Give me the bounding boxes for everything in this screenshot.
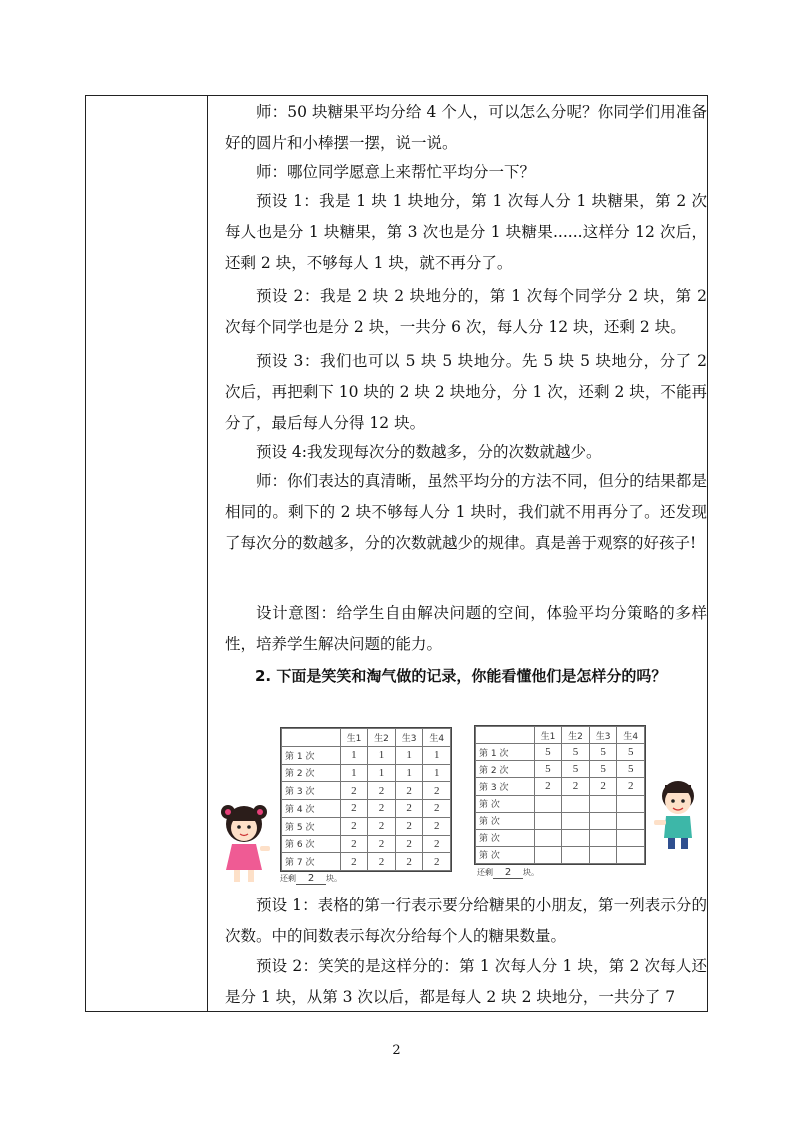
value-cell: 2 [340, 817, 368, 835]
right-remain-text [477, 867, 539, 879]
row-label-cell: 第 5 次 [282, 817, 341, 835]
value-cell: 2 [340, 782, 368, 800]
header-cell: 生2 [368, 729, 396, 747]
value-cell [534, 795, 562, 812]
value-cell: 2 [340, 835, 368, 853]
value-cell: 5 [534, 761, 562, 778]
value-cell: 2 [368, 817, 396, 835]
value-cell: 2 [395, 853, 423, 871]
value-cell: 2 [589, 778, 617, 795]
value-cell: 2 [534, 778, 562, 795]
header-cell: 生2 [562, 727, 590, 744]
table-row [282, 817, 451, 835]
value-cell: 2 [617, 778, 645, 795]
table-row [476, 846, 645, 863]
row-label-cell: 第 2 次 [282, 764, 341, 782]
header-cell: 生1 [340, 729, 368, 747]
value-cell: 2 [562, 778, 590, 795]
paragraph-5: 预设 3：我们也可以 5 块 5 块地分。先 5 块 5 块地分，分了 2 次后，再把剩下 10 块的 2 块 2 块地分，分 1 次，还剩 2 块，不能再分了，最后每人分得 12 块。 [225, 352, 707, 432]
header-cell [476, 727, 535, 744]
value-cell [562, 812, 590, 829]
header-cell: 生3 [589, 727, 617, 744]
value-cell [617, 846, 645, 863]
value-cell: 2 [423, 800, 451, 818]
value-cell [534, 812, 562, 829]
table-row [476, 761, 645, 778]
table-row [476, 778, 645, 795]
header-cell: 生3 [395, 729, 423, 747]
value-cell: 2 [368, 835, 396, 853]
left-column [86, 96, 208, 1011]
value-cell: 2 [368, 800, 396, 818]
table-row [282, 800, 451, 818]
section-heading: 2. 下面是笑笑和淘气做的记录，你能看懂他们是怎样分的吗？ [255, 667, 667, 685]
value-cell: 2 [395, 800, 423, 818]
row-label-cell: 第 次 [476, 846, 535, 863]
header-cell: 生4 [617, 727, 645, 744]
row-label-cell: 第 2 次 [476, 761, 535, 778]
table-row [476, 795, 645, 812]
row-label-cell: 第 3 次 [476, 778, 535, 795]
value-cell: 2 [423, 817, 451, 835]
table-row [476, 744, 645, 761]
value-cell: 1 [340, 764, 368, 782]
header-cell [282, 729, 341, 747]
right-remain-label: 还剩 [477, 868, 493, 877]
row-label-cell: 第 3 次 [282, 782, 341, 800]
value-cell: 2 [368, 782, 396, 800]
left-remain-value: 2 [296, 873, 326, 885]
value-cell: 2 [368, 853, 396, 871]
page-number: 2 [392, 1043, 401, 1058]
paragraph-6: 预设 4:我发现每次分的数越多，分的次数就越少。 [256, 443, 602, 461]
table-row [476, 829, 645, 846]
boy-illustration-icon [652, 776, 704, 851]
value-cell [562, 795, 590, 812]
value-cell: 2 [395, 835, 423, 853]
row-label-cell: 第 次 [476, 795, 535, 812]
value-cell: 1 [340, 746, 368, 764]
value-cell: 5 [589, 744, 617, 761]
table-row [476, 812, 645, 829]
right-remain-value: 2 [493, 867, 523, 879]
paragraph-7: 师：你们表达的真清晰，虽然平均分的方法不同，但分的结果都是相同的。剩下的 2 块不够每人分 1 块时，我们就不用再分了。还发现了每次分的数越多，分的次数就越少的规律。真是善于观察的好孩子! [225, 472, 707, 552]
value-cell [589, 829, 617, 846]
row-label-cell: 第 次 [476, 829, 535, 846]
row-label-cell: 第 1 次 [476, 744, 535, 761]
value-cell: 2 [340, 800, 368, 818]
value-cell: 2 [395, 817, 423, 835]
left-remain-text [280, 873, 342, 885]
right-remain-unit: 块。 [523, 868, 539, 877]
table-row [282, 835, 451, 853]
value-cell: 1 [423, 746, 451, 764]
table-row [282, 764, 451, 782]
value-cell: 2 [423, 853, 451, 871]
value-cell: 5 [534, 744, 562, 761]
taoqi-record-table [474, 725, 646, 865]
value-cell: 5 [562, 744, 590, 761]
paragraph-9: 预设 1：表格的第一行表示要分给糖果的小朋友，第一列表示分的次数。中的间数表示每次分给每个人的糖果数量。 [225, 896, 707, 945]
value-cell: 1 [395, 764, 423, 782]
value-cell [617, 829, 645, 846]
value-cell: 5 [617, 761, 645, 778]
row-label-cell: 第 7 次 [282, 853, 341, 871]
value-cell [562, 846, 590, 863]
value-cell: 1 [395, 746, 423, 764]
row-label-cell: 第 4 次 [282, 800, 341, 818]
value-cell: 2 [423, 782, 451, 800]
table-row [282, 746, 451, 764]
value-cell: 5 [589, 761, 617, 778]
value-cell: 5 [562, 761, 590, 778]
xiaoxiao-record-table [280, 727, 452, 872]
table-header-row [282, 729, 451, 747]
paragraph-4: 预设 2：我是 2 块 2 块地分的，第 1 次每个同学分 2 块，第 2 次每个同学也是分 2 块，一共分 6 次，每人分 12 块，还剩 2 块。 [225, 287, 707, 336]
paragraph-10: 预设 2：笑笑的是这样分的：第 1 次每人分 1 块，第 2 次每人还是分 1 块，从第 3 次以后，都是每人 2 块 2 块地分，一共分了 7 [225, 957, 707, 1006]
value-cell [589, 795, 617, 812]
value-cell: 2 [395, 782, 423, 800]
lesson-table [85, 95, 708, 1012]
value-cell [534, 829, 562, 846]
paragraph-1: 师：50 块糖果平均分给 4 个人，可以怎么分呢？你同学们用准备好的圆片和小棒摆一摆，说一说。 [225, 103, 707, 152]
value-cell: 1 [368, 746, 396, 764]
value-cell [562, 829, 590, 846]
left-remain-label: 还剩 [280, 874, 296, 883]
value-cell [617, 795, 645, 812]
value-cell [589, 846, 617, 863]
value-cell [617, 812, 645, 829]
paragraph-8: 设计意图：给学生自由解决问题的空间，体验平均分策略的多样性，培养学生解决问题的能力。 [225, 604, 707, 653]
value-cell [534, 846, 562, 863]
value-cell: 1 [423, 764, 451, 782]
header-cell: 生4 [423, 729, 451, 747]
row-label-cell: 第 6 次 [282, 835, 341, 853]
figure-area [209, 716, 707, 884]
value-cell: 5 [617, 744, 645, 761]
paragraph-2: 师：哪位同学愿意上来帮忙平均分一下？ [256, 163, 536, 181]
girl-illustration-icon [214, 796, 274, 886]
value-cell: 2 [423, 835, 451, 853]
row-label-cell: 第 次 [476, 812, 535, 829]
table-header-row [476, 727, 645, 744]
row-label-cell: 第 1 次 [282, 746, 341, 764]
table-row [282, 782, 451, 800]
value-cell: 1 [368, 764, 396, 782]
paragraph-3: 预设 1：我是 1 块 1 块地分，第 1 次每人分 1 块糖果，第 2 次每人也是分 1 块糖果，第 3 次也是分 1 块糖果......这样分 12 次后，还剩 2 块，不够每人 1 块，就不再分了。 [225, 192, 707, 272]
value-cell [589, 812, 617, 829]
header-cell: 生1 [534, 727, 562, 744]
table-row [282, 853, 451, 871]
value-cell: 2 [340, 853, 368, 871]
left-remain-unit: 块。 [326, 874, 342, 883]
